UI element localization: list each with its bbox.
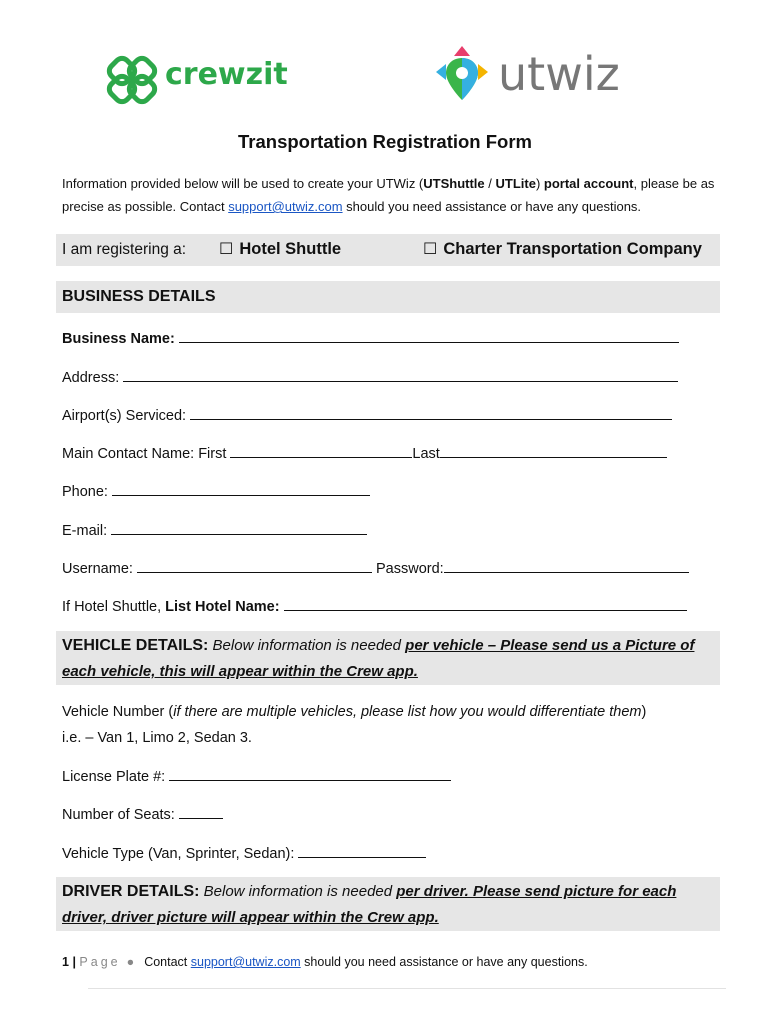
main-contact-row: Main Contact Name: First Last [62, 443, 667, 462]
footer-email-link[interactable]: support@utwiz.com [190, 955, 301, 969]
contact-first-field[interactable] [230, 443, 412, 458]
address-field[interactable] [123, 367, 678, 382]
bullet-icon: ● [126, 955, 135, 969]
business-details-heading: BUSINESS DETAILS [62, 288, 216, 305]
business-name-row: Business Name: [62, 328, 679, 347]
checkbox-icon[interactable]: ☐ [423, 241, 438, 258]
hotel-name-row: If Hotel Shuttle, List Hotel Name: [62, 596, 687, 615]
phone-row: Phone: [62, 481, 370, 500]
page-footer: 1 | Page ● Contact support@utwiz.com should you need assistance or have any questions. [62, 955, 588, 969]
vehicle-details-heading: VEHICLE DETAILS: Below information is needed per vehicle – Please send us a Picture of each vehicle, this will appear within the Crew app. [62, 637, 695, 680]
checkbox-icon[interactable]: ☐ [219, 241, 234, 258]
contact-last-field[interactable] [440, 443, 667, 458]
utwiz-logo [432, 42, 652, 108]
seats-row: Number of Seats: [62, 804, 223, 823]
license-plate-field[interactable] [169, 766, 451, 781]
footer-divider [88, 988, 726, 989]
username-field[interactable] [137, 558, 372, 573]
driver-details-heading: DRIVER DETAILS: Below information is needed per driver. Please send picture for each driver, driver picture will appear within the Crew app. [62, 883, 677, 926]
crewzit-logo-text: crewzit [165, 57, 288, 92]
hotel-name-field[interactable] [284, 596, 687, 611]
registering-label: I am registering a: [62, 241, 187, 258]
crewzit-logo [103, 46, 303, 108]
credentials-row: Username: Password: [62, 558, 689, 577]
page-title: Transportation Registration Form [238, 131, 532, 152]
password-field[interactable] [444, 558, 689, 573]
email-row: E-mail: [62, 520, 367, 539]
seats-field[interactable] [179, 804, 223, 819]
business-name-field[interactable] [179, 328, 679, 343]
email-field[interactable] [111, 520, 367, 535]
option-hotel-shuttle[interactable]: ☐ Hotel Shuttle [219, 240, 342, 258]
vehicle-type-row: Vehicle Type (Van, Sprinter, Sedan): [62, 843, 426, 862]
license-plate-row: License Plate #: [62, 766, 451, 785]
support-email-link[interactable]: support@utwiz.com [228, 199, 343, 214]
address-row: Address: [62, 367, 678, 386]
option-charter-transportation[interactable]: ☐ Charter Transportation Company [423, 240, 702, 258]
vehicle-type-field[interactable] [298, 843, 426, 858]
airports-field[interactable] [190, 405, 672, 420]
utwiz-logo-text: utwiz [498, 47, 620, 101]
phone-field[interactable] [112, 481, 370, 496]
airports-row: Airport(s) Serviced: [62, 405, 672, 424]
intro-paragraph: Information provided below will be used to create your UTWiz (UTShuttle / UTLite) portal account, please be as precise as possible. Contact support@utwiz.com should you need assistance or have any questions. [62, 176, 715, 214]
vehicle-number-text: Vehicle Number (if there are multiple vehicles, please list how you would differentiate them) i.e. – Van 1, Limo 2, Sedan 3. [62, 704, 647, 746]
